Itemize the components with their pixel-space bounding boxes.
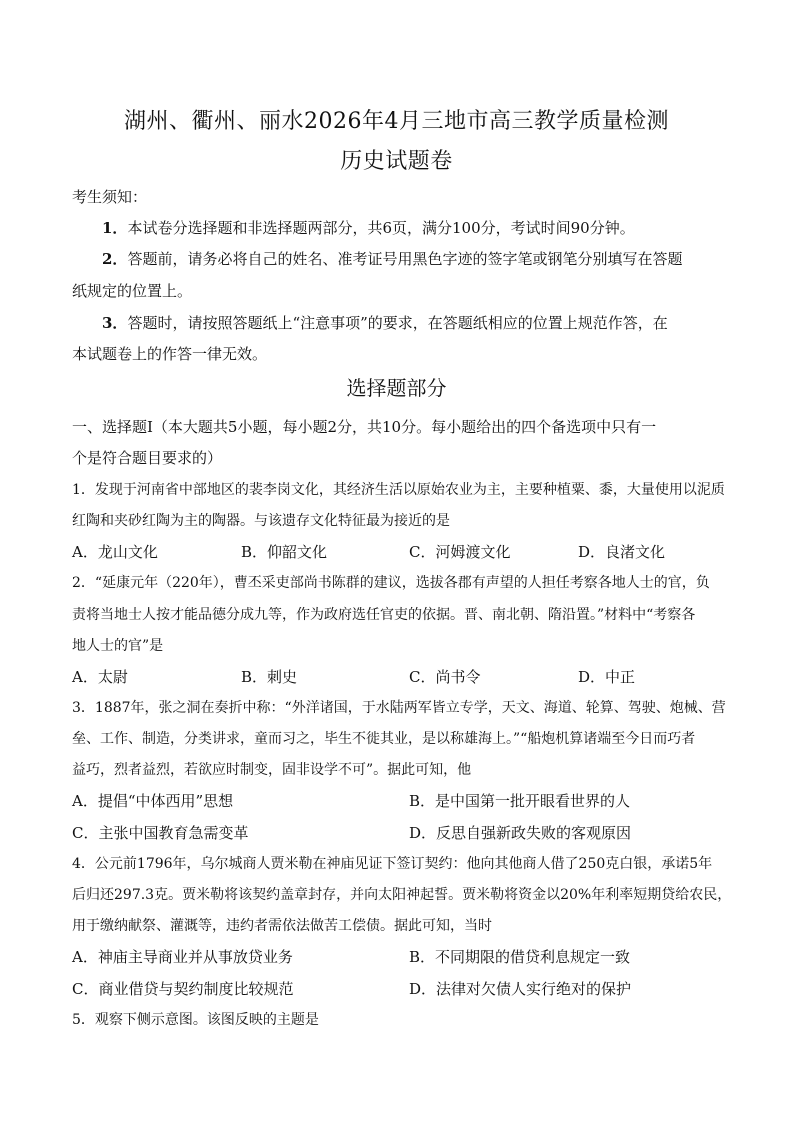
notice-item-number: 1． bbox=[102, 219, 128, 237]
notice-item-text: 答题前，请务必将自己的姓名、准考证号用黑色字迹的签字笔或钢笔分别填写在答题 bbox=[127, 250, 683, 268]
section-intro: 一、选择题Ⅰ（本大题共5小题，每小题2分，共10分。每小题给出的四个备选项中只有一 bbox=[72, 418, 657, 436]
question-3-option-b: B．是中国第一批开眼看世界的人 bbox=[409, 792, 631, 810]
question-3-option-a: A．提倡“中体西用”思想 bbox=[72, 792, 234, 810]
notice-item-3 bbox=[102, 313, 752, 333]
question-3-option-c: C．主张中国教育急需变革 bbox=[72, 824, 249, 842]
notice-item-text: 答题时，请按照答题纸上“注意事项”的要求，在答题纸相应的位置上规范作答，在 bbox=[127, 314, 668, 332]
question-4-option-b: B．不同期限的借贷利息规定一致 bbox=[409, 948, 631, 966]
notice-heading: 考生须知： bbox=[72, 188, 148, 206]
question-2-option-b: B．刺史 bbox=[241, 668, 298, 686]
section-title: 选择题部分 bbox=[346, 376, 447, 400]
question-3-text-continued: 垒、工作、制造，分类讲求，童而习之，毕生不徙其业，是以称雄海上。”“船炮机算诸端至今日而巧者 bbox=[72, 731, 696, 747]
question-1-option-a: A．龙山文化 bbox=[72, 543, 158, 561]
question-1-option-b: B．仰韶文化 bbox=[241, 543, 328, 561]
question-4-option-d: D．法律对欠债人实行绝对的保护 bbox=[409, 980, 632, 998]
question-2-text-continued: 地人士的官”是 bbox=[72, 638, 164, 654]
question-3-option-d: D．反思自强新政失败的客观原因 bbox=[409, 824, 632, 842]
notice-item-number: 3． bbox=[102, 314, 128, 332]
question-5-text: 5．观察下侧示意图。该图反映的主题是 bbox=[72, 1012, 319, 1028]
question-4-text-continued: 后归还297.3克。贾米勒将该契约盖章封存，并向太阳神起誓。贾米勒将资金以20%年利率短期贷给农民， bbox=[72, 887, 732, 903]
notice-item-2 bbox=[102, 249, 752, 269]
question-2-option-c: C．尚书令 bbox=[409, 668, 481, 686]
question-2-text: 2．“延康元年（220年），曹丕采吏部尚书陈群的建议，选拔各郡有声望的人担任考察各地人士的官，负 bbox=[72, 575, 710, 591]
notice-item-2-continued: 纸规定的位置上。 bbox=[72, 282, 193, 300]
exam-title: 湖州、衢州、丽水2026年4月三地市高三教学质量检测 bbox=[124, 109, 669, 134]
question-2-text-continued: 责将当地士人按才能品德分成九等，作为政府选任官吏的依据。晋、南北朝、隋沿置。”材料中“考察各 bbox=[72, 607, 696, 623]
question-4-text-continued: 用于缴纳献祭、灌溉等，违约者需依法做苦工偿债。据此可知，当时 bbox=[72, 918, 492, 934]
notice-item-text: 本试卷分选择题和非选择题两部分，共6页，满分100分，考试时间90分钟。 bbox=[127, 219, 635, 237]
question-1-option-c: C．河姆渡文化 bbox=[409, 543, 511, 561]
notice-item-1 bbox=[102, 218, 752, 238]
question-2-option-a: A．太尉 bbox=[72, 668, 128, 686]
question-3-text: 3．1887年，张之洞在奏折中称：“外洋诸国，于水陆两军皆立专学，天文、海道、轮算、驾驶、炮械、营 bbox=[72, 700, 726, 716]
notice-item-number: 2． bbox=[102, 250, 128, 268]
exam-subtitle: 历史试题卷 bbox=[340, 149, 453, 174]
question-4-option-c: C．商业借贷与契约制度比较规范 bbox=[72, 980, 294, 998]
question-4-option-a: A．神庙主导商业并从事放贷业务 bbox=[72, 948, 293, 966]
question-3-text-continued: 益巧，烈者益烈，若欲应时制变，固非设学不可”。据此可知，他 bbox=[72, 762, 472, 778]
section-intro-continued: 个是符合题目要求的） bbox=[72, 449, 223, 467]
question-1-text: 1．发现于河南省中部地区的裴李岗文化，其经济生活以原始农业为主，主要种植粟、黍，大量使用以泥质 bbox=[72, 482, 725, 498]
question-4-text: 4．公元前1796年，乌尔城商人贾米勒在神庙见证下签订契约：他向其他商人借了250克白银，承诺5年 bbox=[72, 856, 713, 872]
question-1-text-continued: 红陶和夹砂红陶为主的陶器。与该遗存文化特征最为接近的是 bbox=[72, 513, 450, 529]
question-2-option-d: D．中正 bbox=[578, 668, 636, 686]
notice-item-3-continued: 本试题卷上的作答一律无效。 bbox=[72, 345, 268, 363]
question-1-option-d: D．良渚文化 bbox=[578, 543, 666, 561]
